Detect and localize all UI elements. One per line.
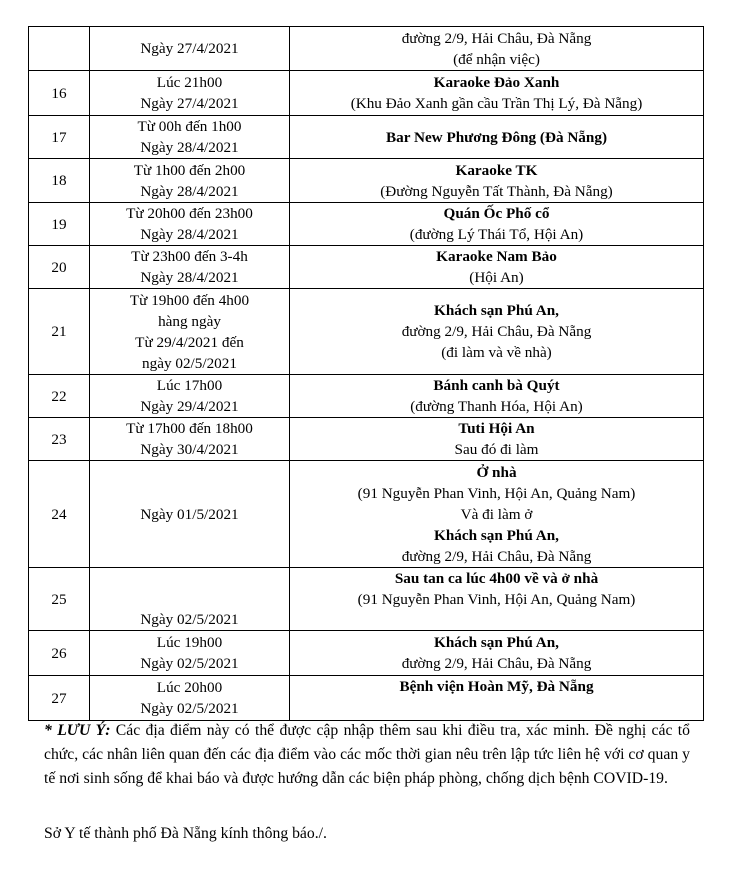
time-line: hàng ngày [158,312,221,330]
time-cell [90,246,290,289]
place-detail: (Đường Nguyễn Tất Thành, Đà Nẵng) [380,182,613,200]
place-detail: đường 2/9, Hải Châu, Đà Nẵng [401,655,592,672]
table-row [29,159,704,203]
time-line: Từ 23h00 đến 3-4h [131,248,248,265]
signoff-line: Sở Y tế thành phố Đà Nẵng kính thông báo./. [44,825,327,842]
time-line: Ngày 28/4/2021 [140,269,239,286]
note-paragraph [44,719,690,791]
time-cell [90,676,290,721]
place-cell [290,676,704,721]
time-cell [90,27,290,71]
time-line: Từ 19h00 đến 4h00 [129,291,250,309]
row-number-cell: 23 [29,418,90,461]
place-detail: (91 Nguyễn Phan Vinh, Hội An, Quảng Nam) [357,591,636,608]
time-cell [90,418,290,461]
place-cell [290,27,704,71]
place-detail: đường 2/9, Hải Châu, Đà Nẵng [401,547,592,565]
place-name: Khách sạn Phú An, [434,526,559,544]
place-cell [290,375,704,418]
place-name: Bar New Phương Đông (Đà Nẵng) [385,128,608,146]
place-cell [290,71,704,116]
place-cell [290,418,704,461]
place-cell [290,116,704,159]
place-detail: (đi làm và về nhà) [441,344,552,361]
time-line: Từ 29/4/2021 đến [135,333,244,351]
table-row [29,676,704,721]
time-line: Ngày 01/5/2021 [140,505,239,523]
row-number-cell: 21 [29,289,90,375]
table-row [29,375,704,418]
time-line: Ngày 02/5/2021 [140,655,239,672]
place-name: Quán Ốc Phố cổ [443,205,550,222]
place-name: Bệnh viện Hoàn Mỹ, Đà Nẵng [399,678,594,695]
time-line: Từ 17h00 đến 18h00 [126,420,253,437]
place-detail: (để nhận việc) [453,50,540,68]
time-line: Ngày 02/5/2021 [140,700,239,717]
time-cell [90,375,290,418]
place-cell [290,246,704,289]
time-cell [90,461,290,568]
table-row [29,631,704,676]
table-row [29,116,704,159]
place-name: Karaoke Nam Bảo [436,248,557,265]
row-number-cell: 24 [29,461,90,568]
table-row [29,418,704,461]
place-detail: đường 2/9, Hải Châu, Đà Nẵng [401,323,592,340]
time-line: Ngày 28/4/2021 [140,182,239,200]
note-text: Các địa điểm này có thể được cập nhập thêm sau khi điều tra, xác minh. Đề nghị các tổ chức, các nhân liên quan đến các địa điểm vào các mốc thời gian nêu trên lập tức liên hệ với cơ quan y tế nơi sinh sống để khai báo và được hướng dẫn các biện pháp phòng, chống dịch bệnh COVID-19. [44,722,690,787]
table-row [29,568,704,631]
place-detail: (91 Nguyễn Phan Vinh, Hội An, Quảng Nam) [357,484,636,502]
time-line: Lúc 20h00 [156,679,223,696]
place-name: Karaoke Đảo Xanh [433,74,560,91]
time-line: Ngày 30/4/2021 [140,441,239,458]
place-cell [290,289,704,375]
table-row [29,71,704,116]
row-number-cell: 27 [29,676,90,721]
time-line: Ngày 27/4/2021 [140,95,239,112]
place-name: Karaoke TK [455,161,538,179]
time-cell [90,631,290,676]
place-name: Bánh canh bà Quýt [433,377,560,394]
time-line: ngày 02/5/2021 [142,354,237,372]
place-detail: Và đi làm ở [460,505,533,523]
place-name: Sau tan ca lúc 4h00 về và ở nhà [394,570,599,587]
time-line: Lúc 17h00 [156,377,223,394]
time-cell [90,289,290,375]
row-number-cell: 16 [29,71,90,116]
place-detail: (đường Lý Thái Tổ, Hội An) [409,226,584,243]
place-name: Tuti Hội An [458,420,535,437]
table-row [29,289,704,375]
row-number-cell: 18 [29,159,90,203]
place-detail: Sau đó đi làm [454,441,539,458]
place-detail: đường 2/9, Hải Châu, Đà Nẵng [401,29,592,47]
schedule-table-body [29,27,704,721]
schedule-table [28,26,704,721]
time-line: Ngày 27/4/2021 [140,40,239,57]
time-line: Từ 00h đến 1h00 [137,118,242,135]
place-detail: (đường Thanh Hóa, Hội An) [410,398,583,415]
place-name: Khách sạn Phú An, [434,634,559,651]
row-number-cell: 20 [29,246,90,289]
time-line: Ngày 29/4/2021 [140,398,239,415]
time-line: Ngày 28/4/2021 [140,226,239,243]
place-detail: (Khu Đảo Xanh gần cầu Trần Thị Lý, Đà Nẵng) [350,95,643,112]
place-cell [290,159,704,203]
time-cell [90,71,290,116]
row-number-cell [29,27,90,71]
time-line: Ngày 02/5/2021 [140,611,239,628]
table-row [29,461,704,568]
note-label: * LƯU Ý: [44,722,111,739]
place-cell [290,631,704,676]
time-cell [90,568,290,631]
place-detail: (Hội An) [469,269,524,286]
time-line: Ngày 28/4/2021 [140,139,239,156]
place-name: Ở nhà [476,463,517,481]
place-cell [290,568,704,631]
table-row [29,246,704,289]
place-cell [290,203,704,246]
time-line: Lúc 19h00 [156,634,223,651]
place-cell [290,461,704,568]
row-number-cell: 17 [29,116,90,159]
time-cell [90,116,290,159]
time-line: Từ 20h00 đến 23h00 [126,205,253,222]
row-number-cell: 22 [29,375,90,418]
row-number-cell: 25 [29,568,90,631]
time-line: Từ 1h00 đến 2h00 [133,161,246,179]
table-row [29,203,704,246]
row-number-cell: 19 [29,203,90,246]
time-cell [90,203,290,246]
place-name: Khách sạn Phú An, [434,302,559,319]
time-line: Lúc 21h00 [156,74,223,91]
table-row [29,27,704,71]
time-cell [90,159,290,203]
row-number-cell: 26 [29,631,90,676]
